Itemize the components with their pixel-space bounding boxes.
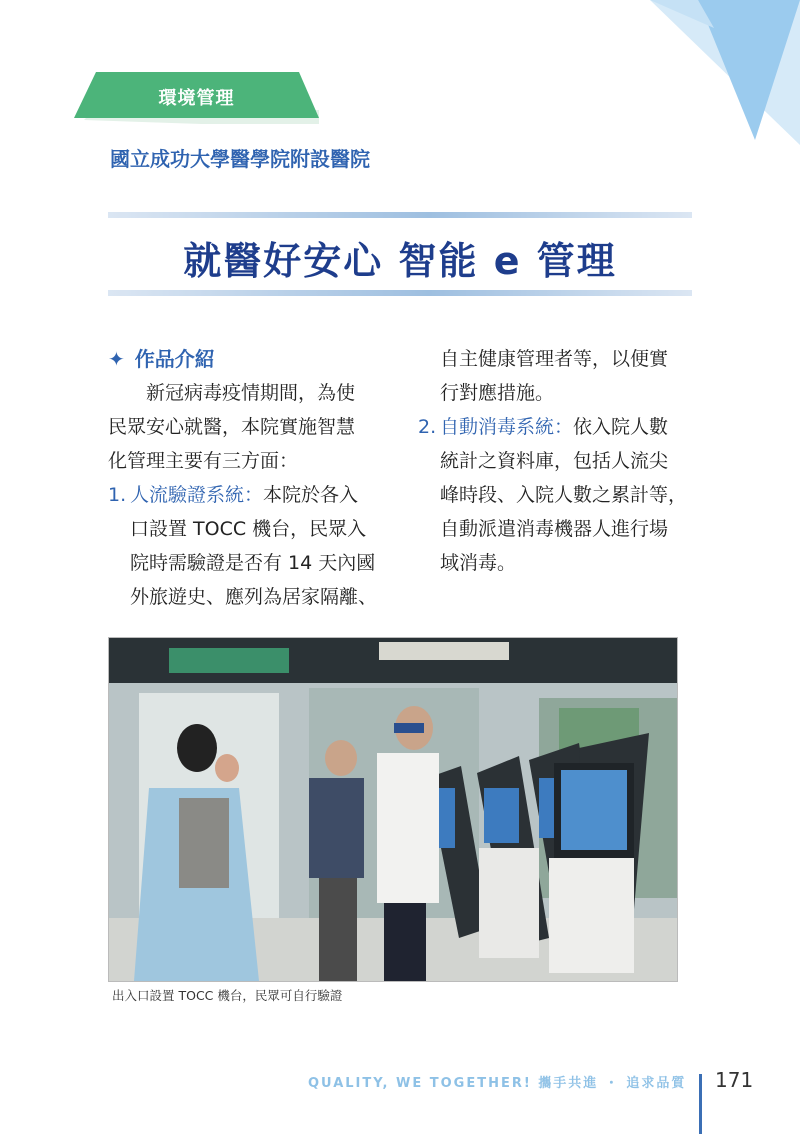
sparkle-icon: ✦ <box>108 347 125 371</box>
item-line: 自動派遣消毒機器人進行場 <box>440 518 669 540</box>
photo-caption: 出入口設置 TOCC 機台，民眾可自行驗證 <box>112 988 343 1003</box>
item-text: 依入院人數 <box>573 416 669 438</box>
item-number: 2. <box>418 416 437 438</box>
kiosk-photo <box>108 637 678 982</box>
list-item-1 <box>108 478 388 512</box>
footer-slogan: QUALITY, WE TOGETHER! 攜手共進 ・ 追求品質 <box>308 1076 687 1091</box>
item-line: 口設置 TOCC 機台，民眾入 <box>130 518 367 540</box>
hospital-name: 國立成功大學醫學院附設醫院 <box>110 147 370 171</box>
item-line: 院時需驗證是否有 14 天內國 <box>130 552 376 574</box>
item-line: 域消毒。 <box>440 552 517 574</box>
page-number: 171 <box>715 1068 754 1092</box>
list-item-2 <box>418 410 694 444</box>
article-column-right <box>418 342 694 580</box>
item-highlight: 人流驗證系統： <box>130 484 264 506</box>
corner-decoration <box>650 0 800 145</box>
tag-label: 環境管理 <box>158 88 235 109</box>
page-title: 就醫好安心 智能 e 管理 <box>183 239 617 283</box>
item-line: 峰時段、入院人數之累計等， <box>440 484 688 506</box>
item-line: 行對應措施。 <box>440 382 555 404</box>
item-text: 本院於各入 <box>263 484 359 506</box>
title-bottom-rule <box>108 290 692 296</box>
photo-illustration <box>109 638 677 981</box>
footer-divider <box>699 1074 702 1134</box>
intro-line: 新冠病毒疫情期間，為使 <box>146 382 356 404</box>
intro-line: 化管理主要有三方面： <box>108 450 299 472</box>
title-top-rule <box>108 212 692 218</box>
item-line: 統計之資料庫，包括人流尖 <box>440 450 669 472</box>
category-tag <box>74 72 319 124</box>
section-heading <box>108 342 388 376</box>
article-column-left <box>108 342 388 614</box>
title-band <box>108 212 692 296</box>
section-title: 作品介紹 <box>134 347 215 371</box>
item-highlight: 自動消毒系統： <box>440 416 574 438</box>
item-line: 外旅遊史、應列為居家隔離、 <box>130 586 378 608</box>
intro-line: 民眾安心就醫，本院實施智慧 <box>108 416 356 438</box>
item-line: 自主健康管理者等，以便實 <box>440 348 669 370</box>
item-number: 1. <box>108 484 127 506</box>
